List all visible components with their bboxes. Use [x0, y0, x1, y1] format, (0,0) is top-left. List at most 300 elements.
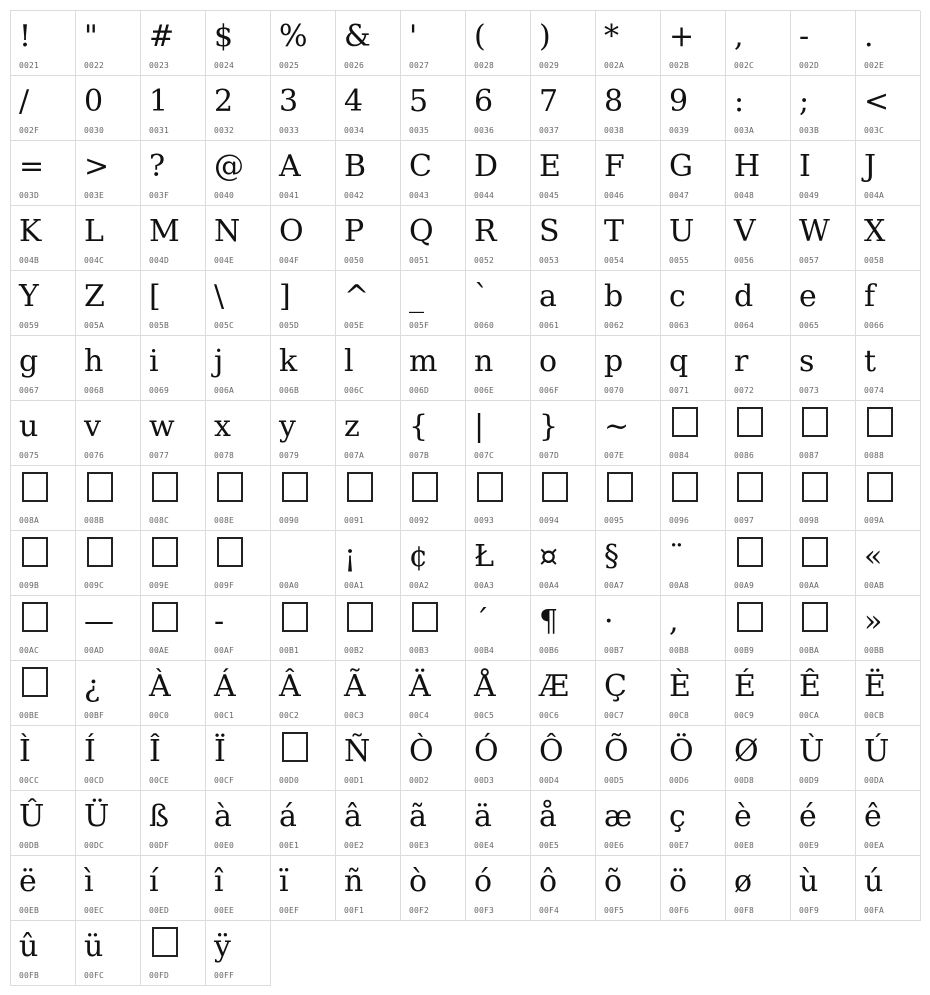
glyph-code-label: 0049: [799, 191, 820, 200]
glyph-cell: [661, 76, 726, 141]
glyph-character: ¶: [539, 604, 559, 639]
glyph-character: õ: [604, 864, 623, 899]
glyph-character: ¤: [539, 539, 559, 574]
glyph-cell: [206, 791, 271, 856]
glyph-cell: [466, 466, 531, 531]
glyph-code-label: 008B: [84, 516, 105, 525]
empty-box-icon: [282, 472, 308, 502]
glyph-cell: [661, 466, 726, 531]
glyph-character: ü: [84, 929, 104, 964]
glyph-cell: [271, 596, 336, 661]
glyph-code-label: 0044: [474, 191, 495, 200]
glyph-cell: [466, 596, 531, 661]
glyph-code-label: 00A9: [734, 581, 755, 590]
glyph-cell: [856, 11, 921, 76]
glyph-character: 6: [474, 84, 494, 119]
glyph-cell: [76, 336, 141, 401]
glyph-code-label: 0057: [799, 256, 820, 265]
glyph-character: U: [669, 214, 695, 249]
glyph-character: ¡: [344, 539, 357, 574]
glyph-character: Ł: [474, 539, 495, 574]
glyph-cell: [11, 661, 76, 726]
glyph-code-label: 0091: [344, 516, 365, 525]
glyph-character: k: [279, 344, 298, 379]
glyph-character: _: [409, 279, 424, 314]
glyph-cell: [11, 856, 76, 921]
glyph-cell: [141, 11, 206, 76]
glyph-code-label: 008C: [149, 516, 170, 525]
glyph-cell: [596, 141, 661, 206]
glyph-cell: [726, 11, 791, 76]
glyph-cell: [791, 596, 856, 661]
glyph-cell: [531, 11, 596, 76]
glyph-character: ´: [474, 604, 489, 639]
glyph-cell: [726, 206, 791, 271]
glyph-cell: [336, 856, 401, 921]
glyph-character: D: [474, 149, 499, 184]
glyph-character: ': [409, 19, 418, 54]
glyph-cell: [11, 791, 76, 856]
glyph-character: ä: [474, 799, 492, 834]
glyph-code-label: 0065: [799, 321, 820, 330]
glyph-cell: [466, 271, 531, 336]
empty-box-icon: [217, 537, 243, 567]
glyph-character: s: [799, 344, 815, 379]
glyph-code-label: 008E: [214, 516, 235, 525]
glyph-character: q: [669, 344, 689, 379]
glyph-cell: [596, 336, 661, 401]
glyph-cell: [401, 271, 466, 336]
glyph-code-label: 007C: [474, 451, 495, 460]
glyph-code-label: 00FC: [84, 971, 105, 980]
glyph-code-label: 00F6: [669, 906, 690, 915]
glyph-cell: [271, 856, 336, 921]
glyph-code-label: 00CE: [149, 776, 170, 785]
glyph-cell: [336, 596, 401, 661]
glyph-code-label: 0042: [344, 191, 365, 200]
glyph-character: Û: [19, 799, 45, 834]
glyph-code-label: 00B3: [409, 646, 430, 655]
glyph-character: `: [474, 279, 489, 314]
glyph-code-label: 00C3: [344, 711, 365, 720]
empty-box-icon: [802, 472, 828, 502]
empty-box-icon: [802, 407, 828, 437]
glyph-cell: [661, 11, 726, 76]
glyph-code-label: 00E8: [734, 841, 755, 850]
glyph-code-label: 0090: [279, 516, 300, 525]
empty-box-icon: [737, 472, 763, 502]
glyph-cell: [466, 401, 531, 466]
glyph-cell: [11, 921, 76, 986]
glyph-cell: [401, 791, 466, 856]
glyph-grid: [10, 10, 920, 986]
glyph-code-label: 00CC: [19, 776, 40, 785]
glyph-cell: [531, 141, 596, 206]
glyph-code-label: 0030: [84, 126, 105, 135]
glyph-code-label: 00C6: [539, 711, 560, 720]
glyph-cell: [856, 856, 921, 921]
glyph-cell: [791, 531, 856, 596]
glyph-character: x: [214, 409, 231, 444]
glyph-cell: [336, 531, 401, 596]
glyph-code-label: 0038: [604, 126, 625, 135]
glyph-code-label: 006F: [539, 386, 560, 395]
glyph-code-label: 006D: [409, 386, 430, 395]
glyph-cell: [11, 726, 76, 791]
glyph-code-label: 00DF: [149, 841, 170, 850]
glyph-code-label: 00EF: [279, 906, 300, 915]
glyph-character: o: [539, 344, 558, 379]
glyph-character: ô: [539, 864, 558, 899]
glyph-character: R: [474, 214, 497, 249]
empty-box-icon: [152, 602, 178, 632]
glyph-code-label: 00E7: [669, 841, 690, 850]
glyph-code-label: 0046: [604, 191, 625, 200]
glyph-cell: [271, 661, 336, 726]
glyph-code-label: 0095: [604, 516, 625, 525]
glyph-code-label: 0051: [409, 256, 430, 265]
glyph-character: ê: [864, 799, 882, 834]
glyph-code-label: 00E4: [474, 841, 495, 850]
glyph-code-label: 00ED: [149, 906, 170, 915]
glyph-character: z: [344, 409, 360, 444]
glyph-code-label: 0024: [214, 61, 235, 70]
glyph-character: <: [864, 84, 890, 119]
glyph-character: K: [19, 214, 42, 249]
glyph-cell: [76, 206, 141, 271]
glyph-character: ÿ: [214, 929, 231, 964]
glyph-cell: [336, 11, 401, 76]
glyph-cell: [401, 11, 466, 76]
glyph-cell: [336, 791, 401, 856]
glyph-character: —: [84, 604, 114, 639]
glyph-character: ): [539, 19, 551, 54]
glyph-cell: [661, 726, 726, 791]
glyph-cell: [661, 206, 726, 271]
glyph-character: -: [214, 604, 225, 639]
glyph-cell: [336, 661, 401, 726]
glyph-cell: [401, 401, 466, 466]
glyph-cell: [531, 856, 596, 921]
glyph-cell: [11, 11, 76, 76]
glyph-code-label: 0068: [84, 386, 105, 395]
glyph-cell: [531, 271, 596, 336]
glyph-code-label: 0043: [409, 191, 430, 200]
glyph-character: Á: [214, 669, 236, 704]
empty-box-icon: [737, 537, 763, 567]
glyph-cell: [661, 271, 726, 336]
glyph-cell: [791, 661, 856, 726]
glyph-cell: [141, 141, 206, 206]
glyph-code-label: 002F: [19, 126, 40, 135]
glyph-code-label: 00EE: [214, 906, 235, 915]
glyph-character: ß: [149, 799, 170, 834]
glyph-cell: [856, 336, 921, 401]
glyph-code-label: 00E0: [214, 841, 235, 850]
glyph-cell: [726, 466, 791, 531]
glyph-cell: [791, 466, 856, 531]
glyph-code-label: 00BA: [799, 646, 820, 655]
glyph-character: ¨: [669, 539, 684, 574]
glyph-character: å: [539, 799, 557, 834]
glyph-code-label: 0069: [149, 386, 170, 395]
glyph-character: ~: [604, 409, 630, 444]
glyph-code-label: 002B: [669, 61, 690, 70]
glyph-cell: [791, 856, 856, 921]
glyph-character: Ì: [19, 734, 31, 769]
glyph-character: 8: [604, 84, 624, 119]
glyph-cell: [401, 206, 466, 271]
glyph-cell: [271, 141, 336, 206]
glyph-cell: [726, 856, 791, 921]
glyph-code-label: 0045: [539, 191, 560, 200]
glyph-code-label: 0047: [669, 191, 690, 200]
empty-box-icon: [87, 537, 113, 567]
glyph-code-label: 00D4: [539, 776, 560, 785]
glyph-character: «: [864, 539, 883, 574]
glyph-character: 2: [214, 84, 234, 119]
glyph-code-label: 00B7: [604, 646, 625, 655]
glyph-character: J: [864, 149, 877, 184]
glyph-character: c: [669, 279, 686, 314]
glyph-cell: [531, 596, 596, 661]
glyph-code-label: 0094: [539, 516, 560, 525]
glyph-character: Æ: [539, 669, 570, 704]
glyph-code-label: 004A: [864, 191, 885, 200]
glyph-cell: [531, 401, 596, 466]
glyph-cell: [76, 466, 141, 531]
glyph-cell: [11, 401, 76, 466]
glyph-character: Ü: [84, 799, 110, 834]
glyph-cell: [661, 336, 726, 401]
glyph-character: E: [539, 149, 561, 184]
glyph-code-label: 00D5: [604, 776, 625, 785]
glyph-character: í: [149, 864, 159, 899]
glyph-code-label: 00F2: [409, 906, 430, 915]
glyph-cell: [466, 661, 531, 726]
glyph-code-label: 0093: [474, 516, 495, 525]
glyph-cell: [856, 271, 921, 336]
glyph-code-label: 0032: [214, 126, 235, 135]
glyph-character: N: [214, 214, 241, 249]
glyph-code-label: 00B1: [279, 646, 300, 655]
glyph-cell: [206, 726, 271, 791]
glyph-character: d: [734, 279, 754, 314]
glyph-character: 4: [344, 84, 364, 119]
glyph-code-label: 00DA: [864, 776, 885, 785]
glyph-character: v: [84, 409, 101, 444]
glyph-cell: [661, 791, 726, 856]
glyph-code-label: 00F3: [474, 906, 495, 915]
glyph-code-label: 0067: [19, 386, 40, 395]
glyph-cell: [206, 11, 271, 76]
glyph-code-label: 0088: [864, 451, 885, 460]
glyph-cell: [466, 791, 531, 856]
glyph-character: ¢: [409, 539, 429, 574]
glyph-code-label: 009E: [149, 581, 170, 590]
glyph-code-label: 00A7: [604, 581, 625, 590]
glyph-character: &: [344, 19, 371, 54]
glyph-character: Å: [474, 669, 496, 704]
glyph-code-label: 0097: [734, 516, 755, 525]
glyph-character: Ú: [864, 734, 890, 769]
glyph-cell: [141, 921, 206, 986]
glyph-character: :: [734, 84, 745, 119]
glyph-cell: [206, 466, 271, 531]
glyph-cell: [206, 921, 271, 986]
glyph-character: P: [344, 214, 365, 249]
glyph-character: ^: [344, 279, 370, 314]
glyph-code-label: 00AA: [799, 581, 820, 590]
glyph-cell: [661, 531, 726, 596]
glyph-character: F: [604, 149, 625, 184]
glyph-cell: [76, 11, 141, 76]
glyph-cell: [531, 466, 596, 531]
glyph-cell: [401, 141, 466, 206]
glyph-character: ¿: [84, 669, 101, 704]
glyph-cell: [141, 466, 206, 531]
glyph-cell: [11, 336, 76, 401]
glyph-cell: [596, 531, 661, 596]
glyph-character: g: [19, 344, 39, 379]
glyph-character: Ó: [474, 734, 499, 769]
glyph-code-label: 0078: [214, 451, 235, 460]
glyph-character: S: [539, 214, 560, 249]
glyph-character: á: [279, 799, 297, 834]
glyph-code-label: 00CA: [799, 711, 820, 720]
glyph-code-label: 0023: [149, 61, 170, 70]
glyph-cell: [856, 466, 921, 531]
glyph-character: 1: [149, 84, 169, 119]
glyph-character: È: [669, 669, 691, 704]
glyph-character: *: [604, 19, 619, 54]
glyph-code-label: 003A: [734, 126, 755, 135]
glyph-character: X: [864, 214, 886, 249]
glyph-character: Y: [19, 279, 39, 314]
empty-box-icon: [737, 407, 763, 437]
glyph-code-label: 0084: [669, 451, 690, 460]
glyph-code-label: 00D2: [409, 776, 430, 785]
glyph-code-label: 009F: [214, 581, 235, 590]
glyph-code-label: 00FF: [214, 971, 235, 980]
glyph-code-label: 005E: [344, 321, 365, 330]
glyph-code-label: 00E3: [409, 841, 430, 850]
glyph-code-label: 0064: [734, 321, 755, 330]
glyph-character: Î: [149, 734, 161, 769]
glyph-cell: [11, 271, 76, 336]
glyph-code-label: 007E: [604, 451, 625, 460]
glyph-character: ú: [864, 864, 884, 899]
glyph-character: m: [409, 344, 438, 379]
glyph-cell: [141, 336, 206, 401]
glyph-cell: [726, 661, 791, 726]
glyph-code-label: 0031: [149, 126, 170, 135]
glyph-cell: [336, 141, 401, 206]
glyph-character: Ù: [799, 734, 825, 769]
glyph-cell: [206, 271, 271, 336]
glyph-character: ]: [279, 279, 291, 314]
empty-box-icon: [802, 602, 828, 632]
glyph-cell: [336, 466, 401, 531]
glyph-character: ã: [409, 799, 427, 834]
glyph-character: ç: [669, 799, 686, 834]
glyph-code-label: 004B: [19, 256, 40, 265]
glyph-cell: [76, 531, 141, 596]
glyph-cell: [661, 856, 726, 921]
glyph-cell: [726, 271, 791, 336]
glyph-cell: [856, 141, 921, 206]
glyph-character: /: [19, 84, 30, 119]
glyph-code-label: 0054: [604, 256, 625, 265]
glyph-code-label: 0026: [344, 61, 365, 70]
glyph-cell: [401, 596, 466, 661]
glyph-character: Z: [84, 279, 105, 314]
glyph-code-label: 00BF: [84, 711, 105, 720]
empty-box-icon: [672, 407, 698, 437]
glyph-character: p: [604, 344, 624, 379]
glyph-character: b: [604, 279, 624, 314]
glyph-code-label: 003E: [84, 191, 105, 200]
glyph-cell: [206, 76, 271, 141]
glyph-code-label: 00A1: [344, 581, 365, 590]
glyph-cell: [856, 206, 921, 271]
glyph-cell: [336, 76, 401, 141]
glyph-code-label: 007D: [539, 451, 560, 460]
glyph-code-label: 0070: [604, 386, 625, 395]
glyph-character: f: [864, 279, 876, 314]
glyph-code-label: 00D6: [669, 776, 690, 785]
glyph-cell: [791, 401, 856, 466]
glyph-character: @: [214, 149, 244, 184]
glyph-character: O: [279, 214, 304, 249]
glyph-code-label: 0086: [734, 451, 755, 460]
glyph-code-label: 002E: [864, 61, 885, 70]
glyph-cell: [206, 531, 271, 596]
glyph-code-label: 00E9: [799, 841, 820, 850]
glyph-character: \: [214, 279, 225, 314]
glyph-code-label: 0033: [279, 126, 300, 135]
glyph-character: {: [409, 409, 429, 444]
glyph-cell: [206, 401, 271, 466]
glyph-character: Ç: [604, 669, 627, 704]
glyph-character: ,: [669, 604, 679, 639]
glyph-character: -: [799, 19, 810, 54]
glyph-character: Ä: [409, 669, 431, 704]
glyph-cell: [531, 661, 596, 726]
glyph-cell: [791, 11, 856, 76]
glyph-code-label: 002D: [799, 61, 820, 70]
glyph-code-label: 007A: [344, 451, 365, 460]
glyph-code-label: 0048: [734, 191, 755, 200]
glyph-code-label: 0053: [539, 256, 560, 265]
glyph-cell: [466, 726, 531, 791]
glyph-character: L: [84, 214, 104, 249]
glyph-code-label: 00D0: [279, 776, 300, 785]
empty-box-icon: [22, 602, 48, 632]
glyph-code-label: 0059: [19, 321, 40, 330]
glyph-code-label: 00F8: [734, 906, 755, 915]
glyph-code-label: 0092: [409, 516, 430, 525]
glyph-code-label: 00C8: [669, 711, 690, 720]
glyph-code-label: 003C: [864, 126, 885, 135]
glyph-cell: [11, 466, 76, 531]
glyph-cell: [141, 856, 206, 921]
glyph-cell: [206, 856, 271, 921]
glyph-cell: [141, 401, 206, 466]
glyph-character: M: [149, 214, 180, 249]
glyph-cell: [466, 76, 531, 141]
glyph-cell: [531, 76, 596, 141]
